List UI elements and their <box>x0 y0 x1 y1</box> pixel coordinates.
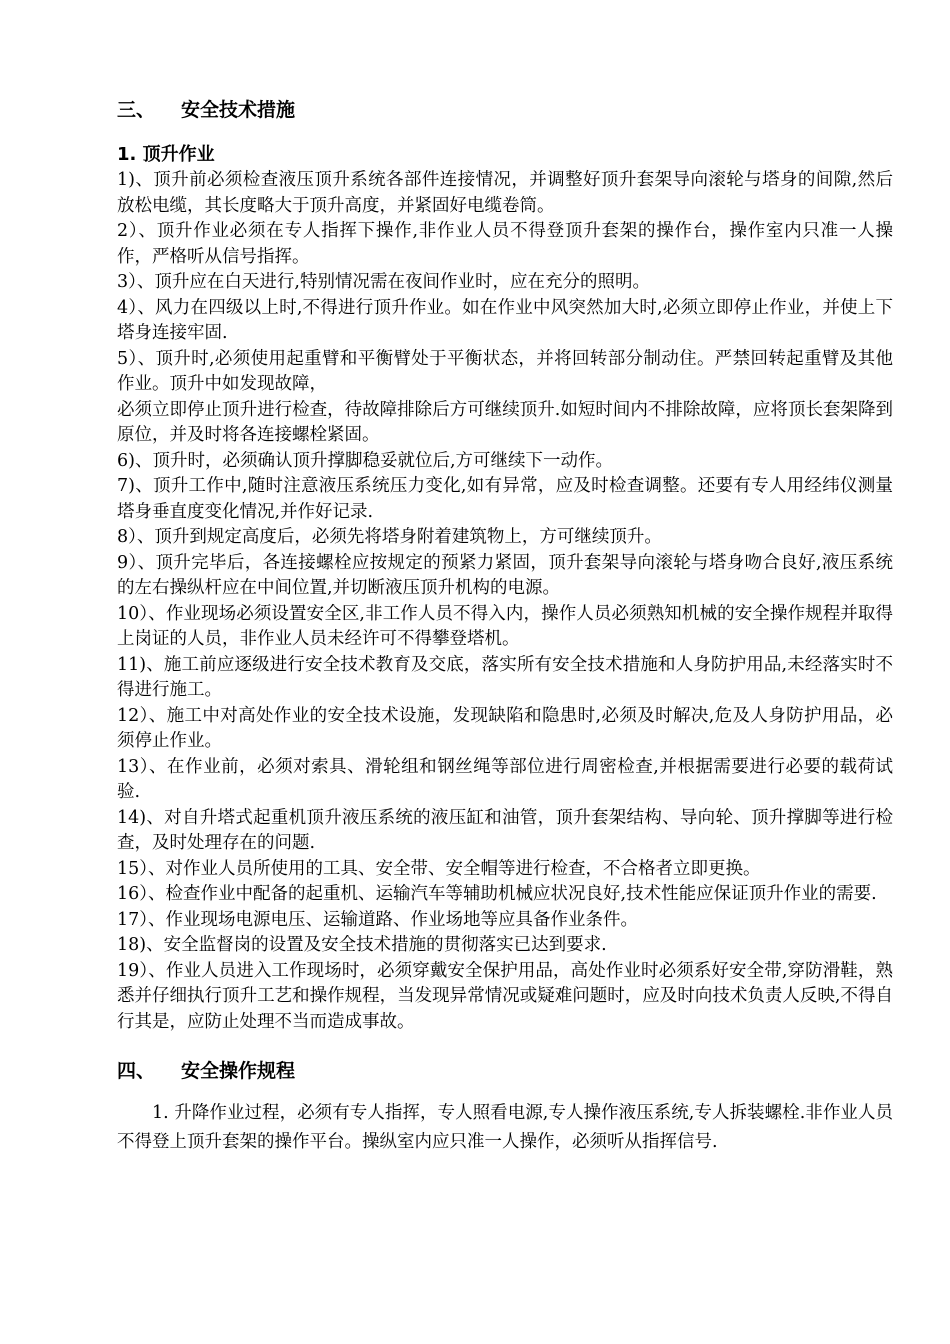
section-number: 三、 <box>117 99 156 121</box>
body-paragraph: 1. 升降作业过程，必须有专人指挥，专人照看电源,专人操作液压系统,专人拆装螺栓.非作业人员不得登上顶升套架的操作平台。操纵室内应只准一人操作，必须听从指挥信号. <box>117 1103 893 1152</box>
list-item: 必须立即停止顶升进行检查，待故障排除后方可继续顶升.如短时间内不排除故障，应将顶长套架降到原位，并及时将各连接螺栓紧固。 <box>117 399 893 445</box>
list-item: 2）、顶升作业必须在专人指挥下操作,非作业人员不得登顶升套架的操作台，操作室内只准一人操作，严格听从信号指挥。 <box>117 221 893 267</box>
list-item: 9）、顶升完毕后，各连接螺栓应按规定的预紧力紧固，顶升套架导向滚轮与塔身吻合良好,液压系统的左右操纵杆应在中间位置,并切断液压顶升机构的电源。 <box>117 552 893 598</box>
measures-list <box>117 168 893 1035</box>
list-item: 6)、顶升时，必须确认顶升撑脚稳妥就位后,方可继续下一动作。 <box>117 450 614 471</box>
list-item: 17）、作业现场电源电压、运输道路、作业场地等应具备作业条件。 <box>117 909 639 930</box>
list-item: 10）、作业现场必须设置安全区,非工作人员不得入内，操作人员必须熟知机械的安全操作规程并取得上岗证的人员，非作业人员未经许可不得攀登塔机。 <box>117 603 893 649</box>
list-item: 1)、顶升前必须检查液压顶升系统各部件连接情况，并调整好顶升套架导向滚轮与塔身的间隙,然后放松电缆，其长度略大于顶升高度，并紧固好电缆卷筒。 <box>117 170 893 216</box>
section-heading-3 <box>117 96 893 124</box>
section-number: 四、 <box>117 1060 156 1082</box>
section-title: 安全技术措施 <box>181 99 296 121</box>
list-item: 16）、检查作业中配备的起重机、运输汽车等辅助机械应状况良好,技术性能应保证顶升作业的需要. <box>117 884 877 904</box>
list-item: 8）、顶升到规定高度后，必须先将塔身附着建筑物上，方可继续顶升。 <box>117 527 662 547</box>
list-item: 11)、施工前应逐级进行安全技术教育及交底，落实所有安全技术措施和人身防护用品,未经落实时不得进行施工。 <box>117 654 893 700</box>
section-heading-4 <box>117 1057 893 1085</box>
subsection-heading: 1. 顶升作业 <box>117 144 215 165</box>
list-item: 14)、对自升塔式起重机顶升液压系统的液压缸和油管，顶升套架结构、导向轮、顶升撑脚等进行检查，及时处理存在的问题. <box>117 807 893 853</box>
list-item: 4）、风力在四级以上时,不得进行顶升作业。如在作业中风突然加大时,必须立即停止作业，并使上下塔身连接牢固. <box>117 297 893 343</box>
list-item: 18)、安全监督岗的设置及安全技术措施的贯彻落实已达到要求. <box>117 935 607 955</box>
list-item: 5）、顶升时,必须使用起重臂和平衡臂处于平衡状态，并将回转部分制动住。严禁回转起重臂及其他作业。顶升中如发现故障， <box>117 348 893 394</box>
list-item: 12）、施工中对高处作业的安全技术设施，发现缺陷和隐患时,必须及时解决,危及人身防护用品，必须停止作业。 <box>117 705 893 751</box>
list-item: 19）、作业人员进入工作现场时，必须穿戴安全保护用品，高处作业时必须系好安全带,穿防滑鞋，熟悉并仔细执行顶升工艺和操作规程，当发现异常情况或疑难问题时，应及时向技术负责人反映,不得自行其是，应防止处理不当而造成事故。 <box>117 960 893 1032</box>
list-item: 7)、顶升工作中,随时注意液压系统压力变化,如有异常，应及时检查调整。还要有专人用经纬仪测量塔身垂直度变化情况,并作好记录. <box>117 476 893 522</box>
list-item: 15）、对作业人员所使用的工具、安全带、安全帽等进行检查，不合格者立即更换。 <box>117 858 761 879</box>
document-page <box>117 96 893 1157</box>
list-item: 13）、在作业前，必须对索具、滑轮组和钢丝绳等部位进行周密检查,并根据需要进行必要的载荷试验. <box>117 756 893 802</box>
list-item: 3）、顶升应在白天进行,特别情况需在夜间作业时，应在充分的照明。 <box>117 272 650 292</box>
section-title: 安全操作规程 <box>181 1060 296 1082</box>
